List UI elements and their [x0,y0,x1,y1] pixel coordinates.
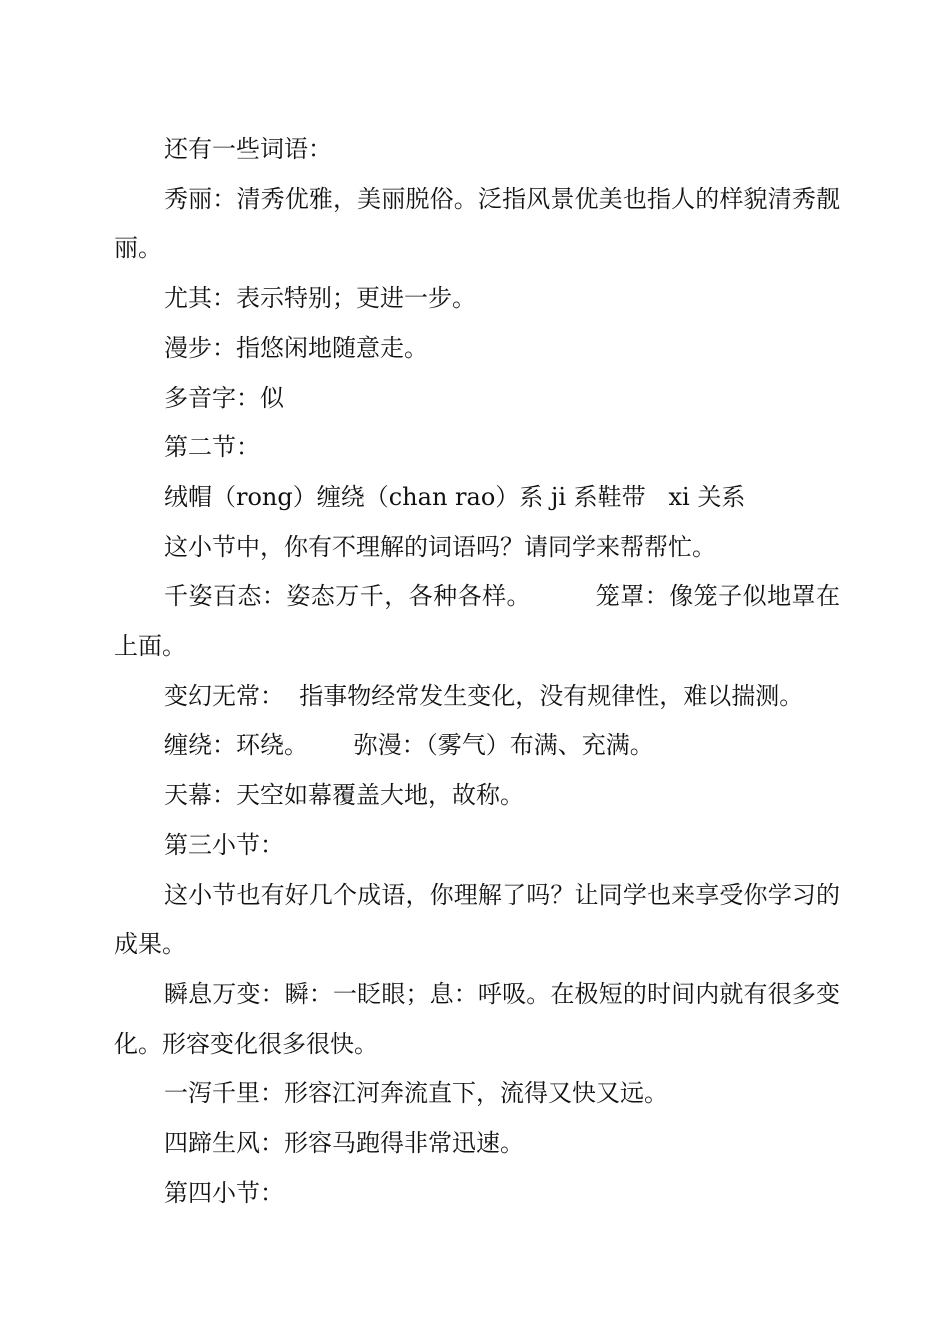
paragraph-xiuli: 秀丽：清秀优雅，美丽脱俗。泛指风景优美也指人的样貌清秀靓丽。 [114,184,840,263]
paragraph-polyphonic: 多音字：似 [164,383,284,412]
paragraph-chanrao-miman: 缠绕：环绕。 弥漫：（雾气）布满、充满。 [164,731,654,760]
heading-section-four: 第四小节： [164,1178,284,1207]
paragraph-more-words: 还有一些词语： [164,135,332,163]
paragraph-qianzi-longzhao: 千姿百态：姿态万千，各种各样。 笼罩：像笼子似地罩在上面。 [114,582,840,661]
paragraph-youqi: 尤其：表示特别；更进一步。 [164,284,476,313]
paragraph-shunxi: 瞬息万变：瞬：一眨眼；息：呼吸。在极短的时间内就有很多变化。形容变化很多很快。 [114,979,840,1058]
heading-section-three: 第三小节： [164,830,284,859]
paragraph-pinyin: 绒帽（rong）缠绕（chan rao）系 ji 系鞋带 xi 关系 [164,482,746,511]
paragraph-tianmu: 天幕：天空如幕覆盖大地，故称。 [164,781,524,810]
paragraph-question-two: 这小节中，你有不理解的词语吗？请同学来帮帮忙。 [164,532,716,561]
paragraph-question-three: 这小节也有好几个成语，你理解了吗？让同学也来享受你学习的成果。 [114,880,840,959]
document-body [114,125,840,1218]
paragraph-yixie: 一泻千里：形容江河奔流直下，流得又快又远。 [164,1079,668,1108]
heading-section-two: 第二节： [164,433,260,462]
paragraph-bianhuan: 变幻无常： 指事物经常发生变化，没有规律性，难以揣测。 [164,681,804,710]
paragraph-siti: 四蹄生风：形容马跑得非常迅速。 [164,1129,524,1158]
paragraph-manbu: 漫步：指悠闲地随意走。 [164,333,428,362]
